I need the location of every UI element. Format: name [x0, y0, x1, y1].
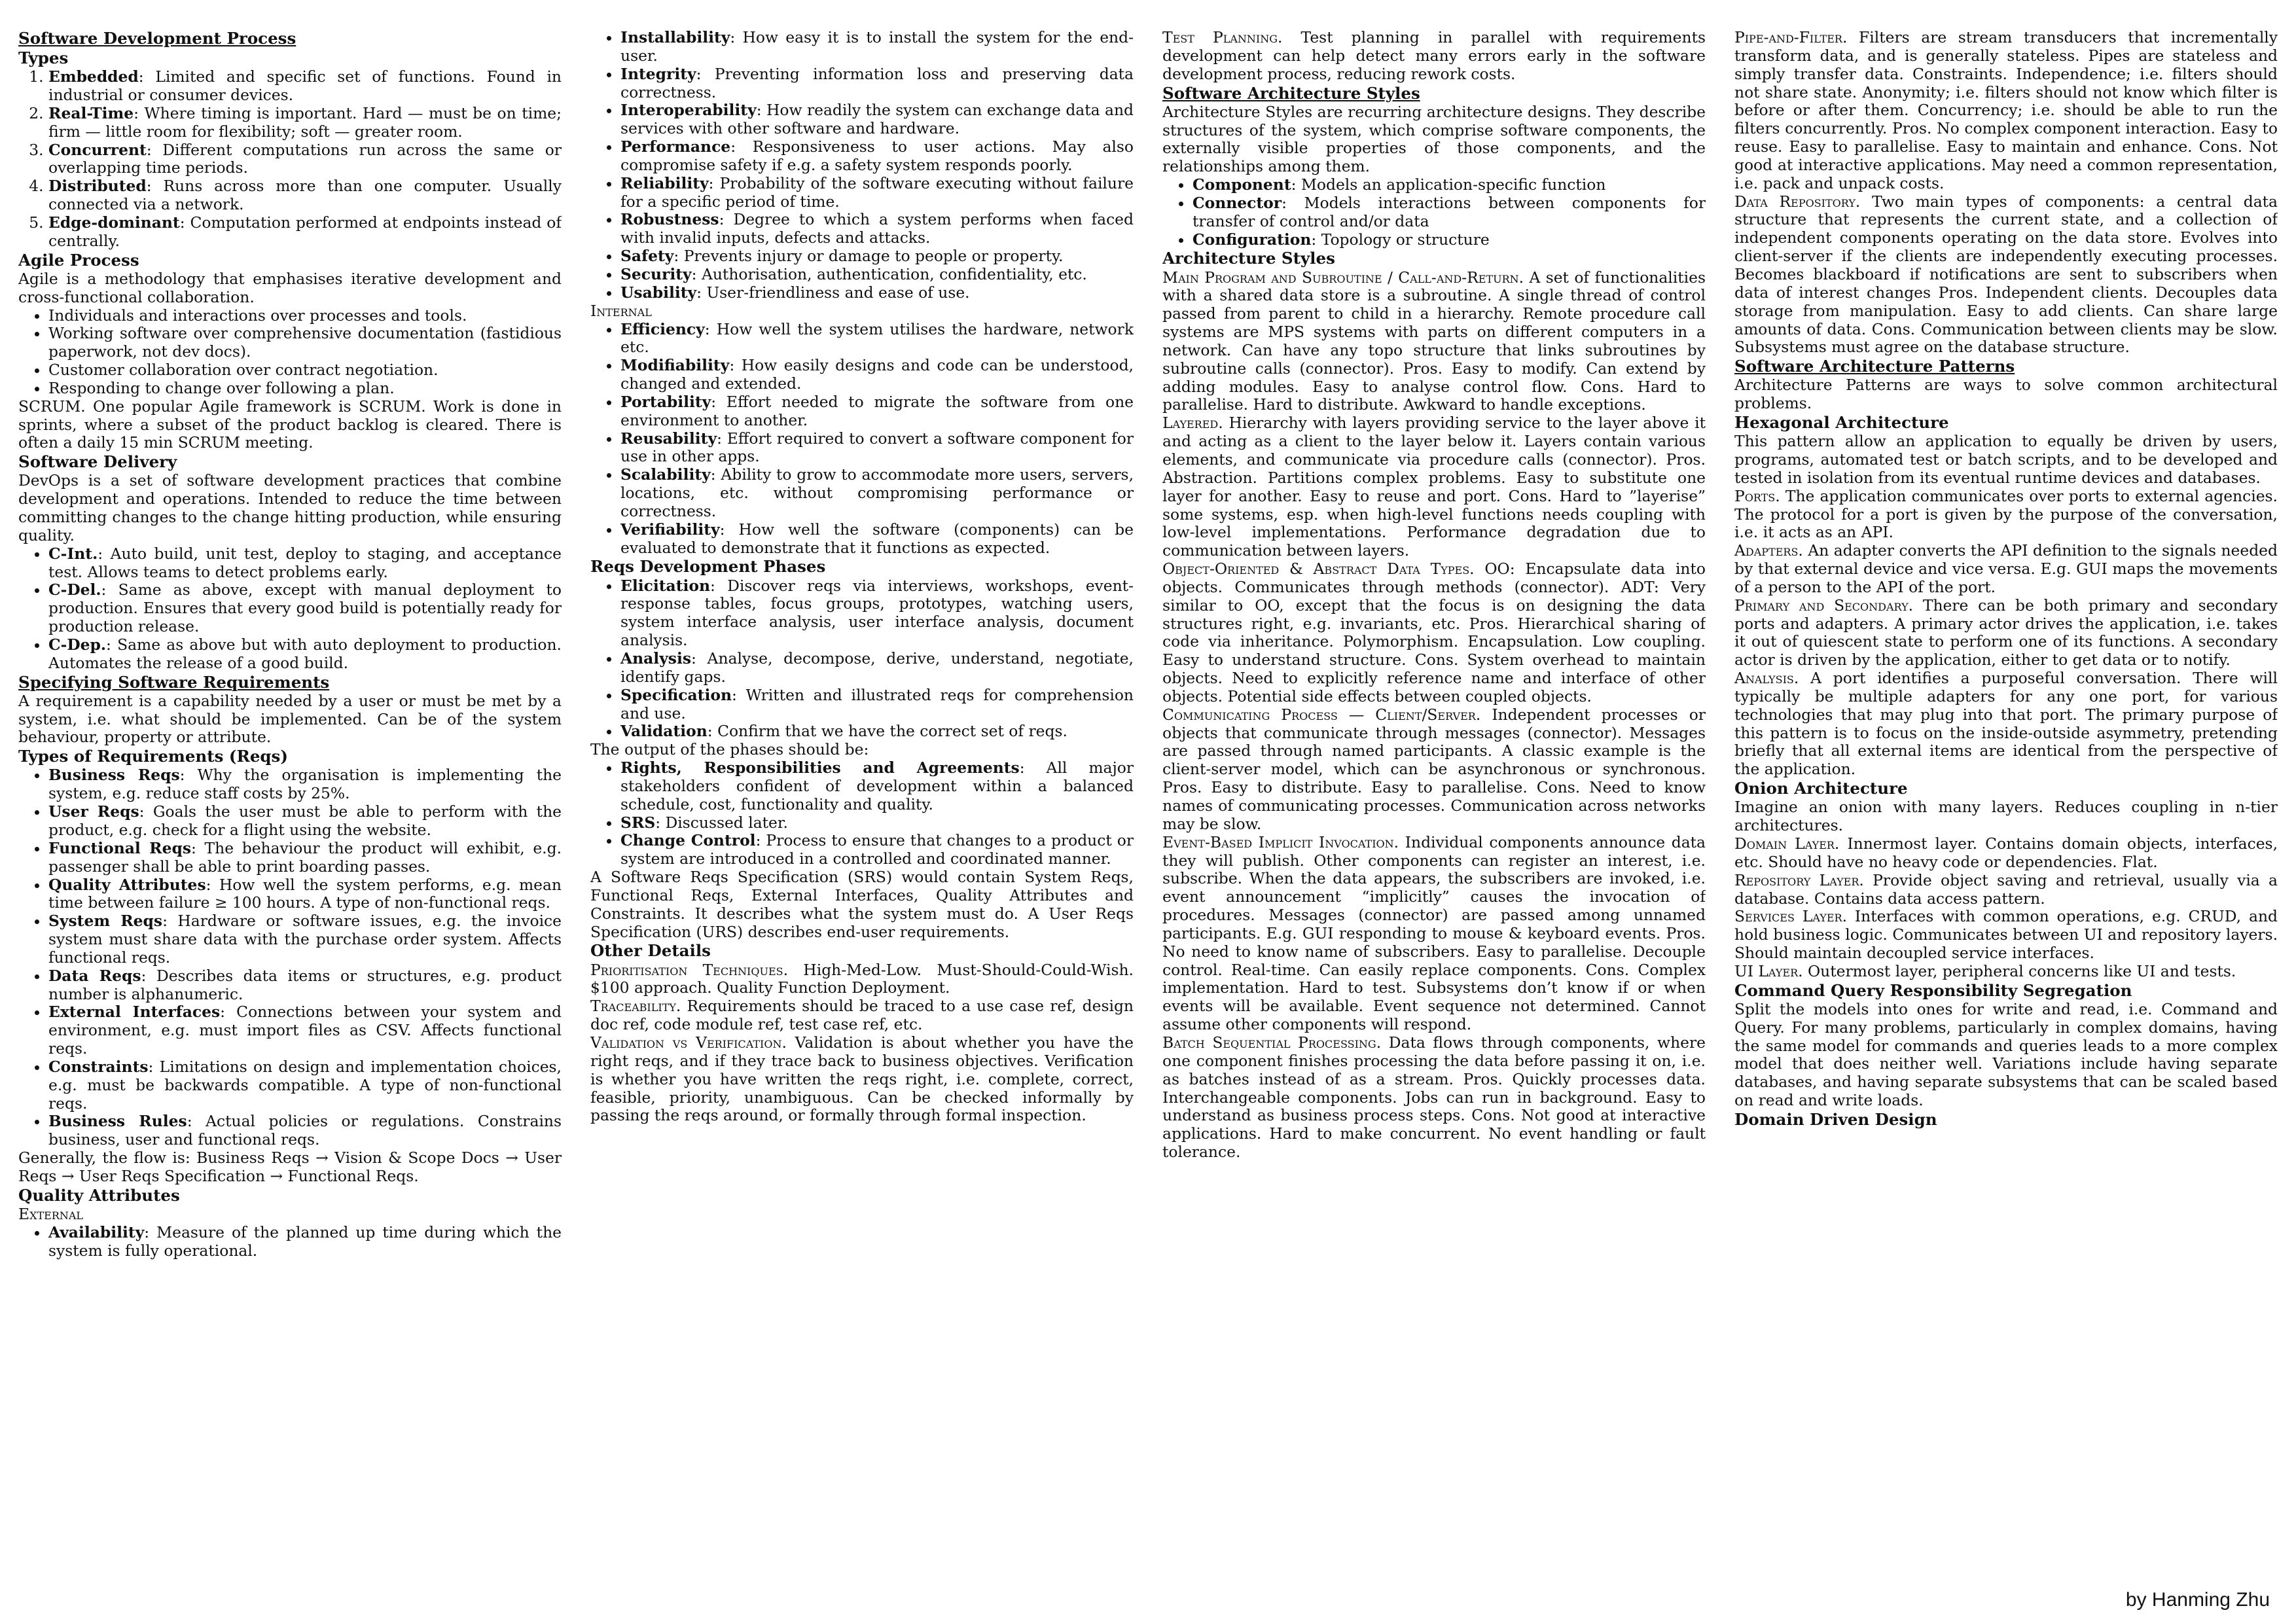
list-item: [620, 321, 1134, 357]
list-item: [48, 967, 562, 1004]
item-term: Change Control: [620, 831, 756, 850]
item-text: : Discover reqs via interviews, workshops, event-response tables, focus groups, prototypes, watching users, system interface analysis, user interface analysis, document analysis.: [620, 576, 1134, 650]
paragraph: [590, 961, 1134, 998]
list-item: [620, 357, 1134, 393]
item-text: : Ability to grow to accommodate more users, servers, locations, etc. without compromising performance or correctness.: [620, 465, 1134, 520]
item-text: : Authorisation, authentication, confidentiality, etc.: [691, 264, 1087, 283]
list-item: [48, 1113, 562, 1149]
paragraph: [1734, 908, 2278, 963]
paragraph: [1162, 560, 1706, 706]
item-term: C-Int.: [48, 544, 98, 563]
paragraph-lead: Prioritisation Techniques.: [590, 960, 789, 979]
paragraph: [18, 270, 562, 307]
bullet-list: [1162, 176, 1706, 249]
list-item: [48, 766, 562, 803]
item-term: Data Reqs: [48, 966, 141, 985]
paragraph-text: Test planning in parallel with requirements development can help detect many errors early in the software development process, reducing rework costs.: [1162, 29, 1706, 83]
item-text: : All major stakeholders confident of development within a balanced schedule, cost, functionality and quality.: [620, 758, 1134, 813]
list-item: [620, 101, 1134, 138]
subheading: Types: [18, 48, 69, 68]
paragraph-text: Hierarchy with layers providing service to the layer above it and acting as a client to the layer below it. Layers contain various elements, and communicate via procedure calls (connector). Pros. Abstraction. Partitions complex problems. Easy to substitute one layer for another. Easy to reuse and port. Cons. Hard to ”layerise” some systems, esp. when high-level functions needs coupling with low-level implementations. Performance degradation due to communication between layers.: [1162, 414, 1706, 560]
paragraph: [1162, 706, 1706, 834]
item-term: Constraints: [48, 1057, 149, 1076]
paragraph-text: Split the models into ones for write and read, i.e. Command and Query. For many problems, particularly in complex domains, having the same model for commands and queries leads to a more complex model that does neither well. Variations include having separate databases, and having separate subsystems that can be scaled based on read and write loads.: [1734, 999, 2278, 1110]
paragraph-lead: Event-Based Implicit Invocation.: [1162, 832, 1399, 851]
section-heading: Specifying Software Requirements: [18, 672, 330, 692]
list-item: [48, 307, 562, 325]
paragraph: [1162, 834, 1706, 1034]
paragraph-lead: Ports.: [1734, 486, 1780, 505]
list-item: [620, 393, 1134, 430]
list-item: [48, 912, 562, 967]
paragraph: [590, 997, 1134, 1034]
paragraph-text: Requirements should be traced to a use case ref, design doc ref, code module ref, test case ref, etc.: [590, 997, 1134, 1034]
item-text: : Different computations run across the same or overlapping time periods.: [48, 140, 562, 177]
paragraph-text: Agile is a methodology that emphasises iterative development and cross-functional collaboration.: [18, 269, 562, 306]
paragraph-lead: Traceability.: [590, 997, 681, 1016]
item-term: Integrity: [620, 64, 696, 83]
paragraph: [1734, 798, 2278, 835]
item-term: Reliability: [620, 173, 709, 192]
paragraph-lead: Validation vs Verification.: [590, 1033, 787, 1052]
list-item: [48, 214, 562, 251]
item-text: Customer collaboration over contract negotiation.: [48, 361, 439, 380]
item-text: : Why the organisation is implementing the system, e.g. reduce staff costs by 25%.: [48, 766, 562, 803]
list-item: [48, 545, 562, 582]
paragraph-text: DevOps is a set of software development practices that combine development and operations. Intended to reduce the time between committing changes to the change hitting production, while ensuring quality.: [18, 471, 562, 544]
list-item: [620, 175, 1134, 211]
list-item: [620, 577, 1134, 650]
list-item: [48, 1003, 562, 1058]
list-item: [1193, 176, 1706, 194]
paragraph-lead: Domain Layer.: [1734, 834, 1840, 853]
item-term: C-Del.: [48, 580, 101, 599]
item-text: : Prevents injury or damage to people or property.: [673, 247, 1064, 266]
subheading: Command Query Responsibility Segregation: [1734, 980, 2132, 1000]
item-text: : Where timing is important. Hard — must be on time; firm — little room for flexibility; soft — greater room.: [48, 103, 562, 141]
item-term: Edge-dominant: [48, 213, 180, 232]
item-text: : Goals the user must be able to perform with the product, e.g. check for a flight using the website.: [48, 802, 562, 839]
subheading: Agile Process: [18, 250, 139, 270]
item-text: : Preventing information loss and preserving data correctness.: [620, 64, 1134, 101]
list-item: [48, 380, 562, 398]
item-text: : Responsiveness to user actions. May also compromise safety if e.g. a safety system responds poorly.: [620, 137, 1134, 174]
paragraph-lead: Pipe-and-Filter.: [1734, 29, 1848, 46]
item-text: : Measure of the planned up time during which the system is fully operational.: [48, 1222, 562, 1260]
item-text: : Degree to which a system performs when faced with invalid inputs, defects and attacks.: [620, 210, 1134, 247]
subheading: Reqs Development Phases: [590, 557, 826, 577]
bullet-list: [590, 577, 1134, 741]
item-text: : Confirm that we have the correct set of reqs.: [707, 722, 1067, 741]
list-item: [620, 759, 1134, 814]
item-text: : How easily designs and code can be understood, changed and extended.: [620, 356, 1134, 393]
list-item: [48, 68, 562, 105]
item-term: Scalability: [620, 465, 711, 484]
paragraph-text: There can be both primary and secondary ports and adapters. A primary actor drives the application, i.e. takes it out of quiescent state to perform one of its functions. A secondary actor is driven by the application, either to get data or to notify.: [1734, 596, 2278, 669]
subheading: Types of Requirements (Reqs): [18, 747, 288, 766]
paragraph: [1734, 835, 2278, 872]
item-term: Specification: [620, 685, 732, 704]
item-text: : Analyse, decompose, derive, understand, negotiate, identify gaps.: [620, 649, 1134, 686]
item-text: : User-friendliness and ease of use.: [696, 283, 970, 302]
paragraph-text: OO: Encapsulate data into objects. Communicates through methods (connector). ADT: Very similar to OO, except that the focus is on designing the data structures right, e.g. invariants, etc. Pros. Hierarchical sharing of code via inheritance. Polymorphism. Encapsulation. Low coupling. Easy to understand structure. Cons. System overhead to maintain objects. Need to explicitly reference name and interface of other objects. Potential side effects between coupled objects.: [1162, 560, 1706, 705]
item-text: : Runs across more than one computer. Usually connected via a network.: [48, 177, 562, 214]
subheading: Domain Driven Design: [1734, 1109, 1937, 1129]
item-term: Performance: [620, 137, 731, 156]
paragraph: [1162, 103, 1706, 176]
paragraph-text: Independent processes or objects that communicate through messages (connector). Messages are passed through named participants. A classic example is the client-server model, which can be asynchronous or synchronous. Pros. Easy to distribute. Easy to parallelise. Cons. Need to know names of communicating processes. Communication across networks may be slow.: [1162, 705, 1706, 833]
paragraph-text: A port identifies a purposeful conversation. There will typically be multiple adapters for any one port, for various technologies that may plug into that port. The primary purpose of this pattern is to focus on the inside-outside asymmetry, pretending briefly that all external items are identical from the perspective of the application.: [1734, 669, 2278, 779]
item-text: : How well the system utilises the hardware, network etc.: [620, 319, 1134, 357]
bullet-list: [590, 759, 1134, 868]
item-term: External Interfaces: [48, 1003, 221, 1022]
paragraph: [1734, 29, 2278, 193]
item-term: C-Dep.: [48, 635, 106, 654]
item-text: : Discussed later.: [655, 813, 788, 832]
list-item: [48, 840, 562, 876]
item-text: : Auto build, unit test, deploy to staging, and acceptance test. Allows teams to detect problems early.: [48, 544, 562, 581]
list-item: [48, 361, 562, 380]
item-term: Safety: [620, 247, 674, 266]
paragraph-text: An adapter converts the API definition to the signals needed by that external device and vice versa. E.g. GUI maps the movements of a person to the API of the port.: [1734, 541, 2278, 596]
list-item: [620, 211, 1134, 247]
item-term: Rights, Responsibilities and Agreements: [620, 758, 1020, 777]
column-3: [1162, 29, 1706, 1613]
bullet-list: [590, 321, 1134, 558]
list-item: [620, 284, 1134, 302]
paragraph-lead: Primary and Secondary.: [1734, 596, 1914, 615]
item-term: Efficiency: [620, 319, 705, 338]
column-4: [1734, 29, 2278, 1613]
cheat-sheet: [18, 29, 2278, 1613]
subheading: Architecture Styles: [1162, 249, 1335, 268]
paragraph-text: Architecture Styles are recurring architecture designs. They describe structures of the system, which comprise software components, the externally visible properties of those components, and the relationships among them.: [1162, 102, 1706, 176]
paragraph-text: Generally, the flow is: Business Reqs → Vision & Scope Docs → User Reqs → User Reqs Specification → Functional Reqs.: [18, 1149, 562, 1185]
item-text: : Limited and specific set of functions. Found in industrial or consumer devices.: [48, 67, 562, 105]
item-term: Analysis: [620, 649, 692, 668]
paragraph: [1162, 29, 1706, 84]
list-item: [1193, 231, 1706, 249]
bullet-list: [18, 307, 562, 398]
paragraph-text: A set of functionalities with a shared data store is a subroutine. A single thread of control passed from parent to child in a hierarchy. Remote procedure call systems are MPS systems with parts on different computers in a network. Can have any topo structure that links subroutines by subroutine calls (connector). Pros. Easy to modify. Can extend by adding modules. Easy to analyse control flow. Cons. Hard to parallelise. Hard to distribute. Awkward to handle exceptions.: [1162, 268, 1706, 414]
list-item: [1193, 194, 1706, 231]
paragraph-text: Validation is about whether you have the right reqs, and if they trace back to business objectives. Verification is whether you have written the reqs right, i.e. complete, correct, feasible, priority, unambiguous. Can be checked informally by passing the reqs around, or formally through formal inspection.: [590, 1033, 1134, 1125]
list-item: [620, 722, 1134, 741]
paragraph-lead: Object-Oriented & Abstract Data Types.: [1162, 560, 1475, 579]
group-label: Internal: [590, 301, 652, 320]
item-term: User Reqs: [48, 802, 139, 821]
paragraph-text: High-Med-Low. Must-Should-Could-Wish. $100 approach. Quality Function Deployment.: [590, 960, 1134, 997]
item-term: Interoperability: [620, 101, 757, 120]
item-text: : Process to ensure that changes to a product or system are introduced in a controlled and coordinated manner.: [620, 831, 1134, 868]
subheading: Other Details: [590, 941, 711, 961]
item-term: System Reqs: [48, 912, 163, 931]
paragraph: [1734, 488, 2278, 543]
list-item: [620, 247, 1134, 266]
list-item: [48, 325, 562, 361]
paragraph-text: Outermost layer, peripheral concerns like UI and tests.: [1803, 961, 2236, 980]
paragraph-text: Filters are stream transducers that incrementally transform data, and is generally stateless. Pipes are stateless and simply transfer data. Constraints. Independence; i.e. filters should not share state. Anonymity; i.e. filters should not know which filter is before or after them. Concurrency; i.e. should be able to run the filters concurrently. Pros. No complex component interaction. Easy to reuse. Easy to parallelise. Easy to maintain and enhance. Cons. Not good at interactive applications. May need a common representation, i.e. pack and unpack costs.: [1734, 29, 2278, 192]
item-term: Availability: [48, 1222, 145, 1241]
author-signature: by Hanming Zhu: [2125, 1589, 2270, 1611]
paragraph-text: Interfaces with common operations, e.g. CRUD, and hold business logic. Communicates between UI and repository layers. Should maintain decoupled service interfaces.: [1734, 907, 2278, 963]
item-term: Reusability: [620, 429, 717, 448]
list-item: [620, 832, 1134, 868]
section-heading: Software Architecture Styles: [1162, 83, 1420, 103]
item-term: Connector: [1193, 193, 1282, 212]
paragraph-lead: Analysis.: [1734, 669, 1799, 688]
paragraph: [1162, 1034, 1706, 1162]
list-item: [620, 814, 1134, 832]
subheading: Hexagonal Architecture: [1734, 413, 1949, 432]
item-term: Verifiability: [620, 520, 720, 539]
item-term: Component: [1193, 175, 1291, 194]
item-text: : Computation performed at endpoints instead of centrally.: [48, 213, 562, 250]
paragraph-lead: UI Layer.: [1734, 961, 1803, 980]
paragraph-text: Data flows through components, where one component finishes processing the data before passing it on, i.e. as batches instead of as a stream. Pros. Quickly processes data. Interchangeable components. Jobs can run in background. Easy to understand as business process steps. Cons. Not good at interactive applications. Hard to make concurrent. No event handling or fault tolerance.: [1162, 1033, 1706, 1162]
item-term: Quality Attributes: [48, 875, 206, 894]
section-heading: Software Architecture Patterns: [1734, 357, 2015, 376]
item-term: Embedded: [48, 67, 139, 86]
paragraph-lead: Layered.: [1162, 414, 1223, 433]
item-text: : Limitations on design and implementation choices, e.g. must be backwards compatible. A type of non-functional reqs.: [48, 1057, 562, 1113]
paragraph-text: Innermost layer. Contains domain objects, interfaces, etc. Should have no heavy code or dependencies. Flat.: [1734, 834, 2278, 871]
paragraph: [18, 472, 562, 544]
bullet-list: [18, 766, 562, 1149]
numbered-list: [18, 68, 562, 250]
item-term: Portability: [620, 392, 711, 411]
list-item: [620, 650, 1134, 687]
list-item: [620, 138, 1134, 175]
list-item: [48, 581, 562, 636]
item-text: : Hardware or software issues, e.g. the invoice system must share data with the purchase order system. Affects functional reqs.: [48, 912, 562, 967]
list-item: [48, 636, 562, 673]
item-term: Concurrent: [48, 140, 147, 159]
column-2: [590, 29, 1134, 1613]
group-label: External: [18, 1204, 84, 1223]
item-term: Distributed: [48, 177, 147, 196]
item-text: : The behaviour the product will exhibit, e.g. passenger shall be able to print boarding passes.: [48, 838, 562, 876]
list-item: [48, 141, 562, 178]
item-text: : Written and illustrated reqs for comprehension and use.: [620, 685, 1134, 722]
paragraph: [18, 398, 562, 453]
item-text: : Actual policies or regulations. Constrains business, user and functional reqs.: [48, 1112, 562, 1149]
column-1: [18, 29, 562, 1613]
paragraph-text: Individual components announce data they will publish. Other components can register an interest, i.e. subscribe. When the data appears, the subscribers are invoked, i.e. event announcement “implicitly” causes the invocation of procedures. Messages (connector) are passed among unnamed participants. E.g. GUI responding to mouse & keyboard events. Pros. No need to know name of subscribers. Easy to parallelise. Decouple control. Real-time. Can easily replace components. Cons. Complex implementation. Hard to test. Subsystems don’t know if or when events will be available. Event sequence not determined. Cannot assume other components will respond.: [1162, 832, 1706, 1034]
section-heading: Software Development Process: [18, 29, 296, 48]
item-text: : How easy it is to install the system for the end-user.: [620, 29, 1134, 65]
paragraph: [1162, 269, 1706, 415]
paragraph-text: The application communicates over ports to external agencies. The protocol for a port is given by the purpose of the conversation, i.e. it acts as an API.: [1734, 486, 2278, 542]
item-text: Working software over comprehensive documentation (fastidious paperwork, not dev docs).: [48, 324, 562, 361]
paragraph: [590, 868, 1134, 941]
item-term: Modifiability: [620, 356, 730, 375]
item-text: : Topology or structure: [1311, 230, 1490, 249]
paragraph: [1162, 414, 1706, 560]
item-term: Security: [620, 264, 692, 283]
item-text: : Describes data items or structures, e.g. product number is alphanumeric.: [48, 966, 562, 1003]
item-text: : How well the software (components) can be evaluated to demonstrate that it functions as expected.: [620, 520, 1134, 557]
list-item: [48, 177, 562, 214]
item-term: Installability: [620, 29, 730, 46]
item-term: Real-Time: [48, 103, 134, 122]
list-item: [620, 65, 1134, 102]
subheading: Software Delivery: [18, 452, 177, 472]
paragraph-lead: Communicating Process — Client/Server.: [1162, 705, 1481, 724]
subheading: Quality Attributes: [18, 1185, 180, 1205]
subheading: Onion Architecture: [1734, 779, 1908, 798]
list-item: [48, 876, 562, 913]
item-text: : Models interactions between components for transfer of control and/or data: [1193, 193, 1706, 230]
item-text: : Probability of the software executing without failure for a specific period of time.: [620, 173, 1134, 211]
item-term: Business Rules: [48, 1112, 187, 1131]
bullet-list: [590, 29, 1134, 302]
list-item: [620, 430, 1134, 467]
paragraph: [1734, 963, 2278, 981]
paragraph-text: Provide object saving and retrieval, usually via a database. Contains data access pattern.: [1734, 870, 2278, 908]
list-item: [48, 105, 562, 141]
paragraph: [18, 692, 562, 747]
paragraph-lead: Batch Sequential Processing.: [1162, 1033, 1382, 1052]
item-text: : Effort needed to migrate the software from one environment to another.: [620, 392, 1134, 429]
paragraph: [1734, 1001, 2278, 1110]
paragraph-lead: Test Planning.: [1162, 29, 1283, 46]
paragraph-text: Imagine an onion with many layers. Reduces coupling in n-tier architectures.: [1734, 798, 2278, 835]
item-text: : Same as above, except with manual deployment to production. Ensures that every good build is potentially ready for production release.: [48, 580, 562, 636]
item-text: : Effort required to convert a software component for use in other apps.: [620, 429, 1134, 466]
item-text: : How readily the system can exchange data and services with other software and hardware.: [620, 101, 1134, 138]
paragraph: [1734, 669, 2278, 779]
list-item: [48, 1224, 562, 1260]
list-item: [620, 687, 1134, 723]
item-text: : Same as above but with auto deployment to production. Automates the release of a good build.: [48, 635, 562, 672]
bullet-list: [18, 1224, 562, 1260]
item-term: Validation: [620, 722, 708, 741]
paragraph-text: Architecture Patterns are ways to solve common architectural problems.: [1734, 376, 2278, 413]
paragraph: [1734, 433, 2278, 488]
list-item: [48, 803, 562, 840]
paragraph-text: Two main types of components: a central data structure that represents the current state, and a collection of independent components operating on the data store. Evolves into client-server if the clients are independently executing processes. Becomes blackboard if notifications are sent to subscribers when data of interest changes Pros. Independent clients. Decouples data storage from manipulation. Easy to add clients. Can share large amounts of data. Cons. Communication between clients may be slow. Subsystems must agree on the database structure.: [1734, 192, 2278, 357]
paragraph-lead: Services Layer.: [1734, 907, 1848, 926]
item-text: Responding to change over following a plan.: [48, 378, 395, 397]
paragraph-lead: Adapters.: [1734, 541, 1803, 560]
paragraph-text: SCRUM. One popular Agile framework is SCRUM. Work is done in sprints, where a subset of the product backlog is cleared. There is often a daily 15 min SCRUM meeting.: [18, 397, 562, 452]
item-term: SRS: [620, 813, 656, 832]
item-term: Elicitation: [620, 576, 710, 595]
paragraph-lead: Repository Layer.: [1734, 870, 1864, 889]
list-item: [620, 521, 1134, 558]
paragraph: [590, 1034, 1134, 1125]
paragraph: [1734, 193, 2278, 357]
item-term: Usability: [620, 283, 697, 302]
item-term: Configuration: [1193, 230, 1312, 249]
item-term: Business Reqs: [48, 766, 180, 785]
paragraph-lead: Data Repository.: [1734, 192, 1861, 211]
paragraph: [1734, 542, 2278, 597]
paragraph: [1734, 597, 2278, 669]
bullet-list: [18, 545, 562, 673]
paragraph-text: A Software Reqs Specification (SRS) would contain System Reqs, Functional Reqs, External Interfaces, Quality Attributes and Constraints. It describes what the system must do. A User Reqs Specification (URS) describes end-user requirements.: [590, 868, 1134, 941]
list-item: [620, 29, 1134, 65]
item-term: Robustness: [620, 210, 719, 229]
paragraph-text: The output of the phases should be:: [590, 740, 869, 759]
item-text: : Connections between your system and environment, e.g. must import files as CSV. Affects functional reqs.: [48, 1003, 562, 1058]
list-item: [620, 266, 1134, 284]
item-text: Individuals and interactions over processes and tools.: [48, 306, 467, 325]
item-text: : Models an application-specific function: [1291, 175, 1606, 194]
paragraph: [18, 1149, 562, 1186]
paragraph: [590, 741, 1134, 759]
item-text: : How well the system performs, e.g. mean time between failure ≥ 100 hours. A type of non-functional reqs.: [48, 875, 562, 912]
paragraph-lead: Main Program and Subroutine / Call-and-Return.: [1162, 268, 1524, 287]
paragraph-text: A requirement is a capability needed by a user or must be met by a system, i.e. what should be implemented. Can be of the system behaviour, property or attribute.: [18, 691, 562, 747]
list-item: [620, 466, 1134, 521]
paragraph: [1734, 376, 2278, 413]
paragraph-text: This pattern allow an application to equally be driven by users, programs, automated test or batch scripts, and to be developed and tested in isolation from its eventual runtime devices and databases.: [1734, 432, 2278, 487]
list-item: [48, 1058, 562, 1113]
paragraph: [1734, 872, 2278, 908]
item-term: Functional Reqs: [48, 838, 192, 857]
